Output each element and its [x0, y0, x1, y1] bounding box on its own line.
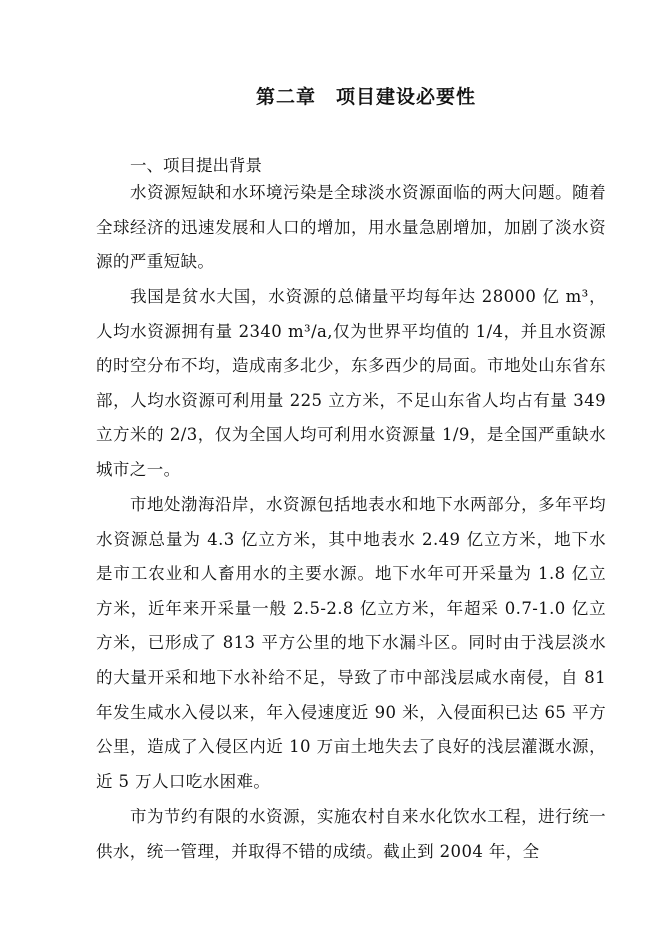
section-heading: 一、项目提出背景	[130, 156, 262, 175]
paragraph-local-water: 市地处渤海沿岸，水资源包括地表水和地下水两部分，多年平均水资源总量为 4.3 亿立方米，其中地表水 2.49 亿立方米，地下水是市工农业和人畜用水的主要水源。地下水年可开采量为 1.8 亿立方米，近年来开采量一般 2.5-2.8 亿立方米，年超采 0.7-1.0 亿立方米，已形成了 813 平方公里的地下水漏斗区。同时由于浅层淡水的大量开采和地下水补给不足，导致了市中部浅层咸水南侵，自 81 年发生咸水入侵以来，年入侵速度近 90 米，入侵面积已达 65 平方公里，造成了入侵区内近 10 万亩土地失去了良好的浅层灌溉水源，近 5 万人口吃水困难。	[96, 495, 606, 791]
paragraph-national-water: 我国是贫水大国，水资源的总储量平均每年达 28000 亿 m³，人均水资源拥有量 2340 m³/a,仅为世界平均值的 1/4，并且水资源的时空分布不均，造成南多北少，东多西少的局面。市地处山东省东部，人均水资源可利用量 225 立方米，不足山东省人均占有量 349 立方米的 2/3，仅为全国人均可利用水资源量 1/9，是全国严重缺水城市之一。	[96, 287, 606, 479]
paragraph-water-shortage: 水资源短缺和水环境污染是全球淡水资源面临的两大问题。随着全球经济的迅速发展和人口的增加，用水量急剧增加，加剧了淡水资源的严重短缺。	[96, 183, 606, 272]
paragraph-water-project: 市为节约有限的水资源，实施农村自来水化饮水工程，进行统一供水，统一管理，并取得不错的成绩。截止到 2004 年，全	[96, 807, 606, 861]
chapter-title: 第二章 项目建设必要性	[255, 86, 476, 108]
